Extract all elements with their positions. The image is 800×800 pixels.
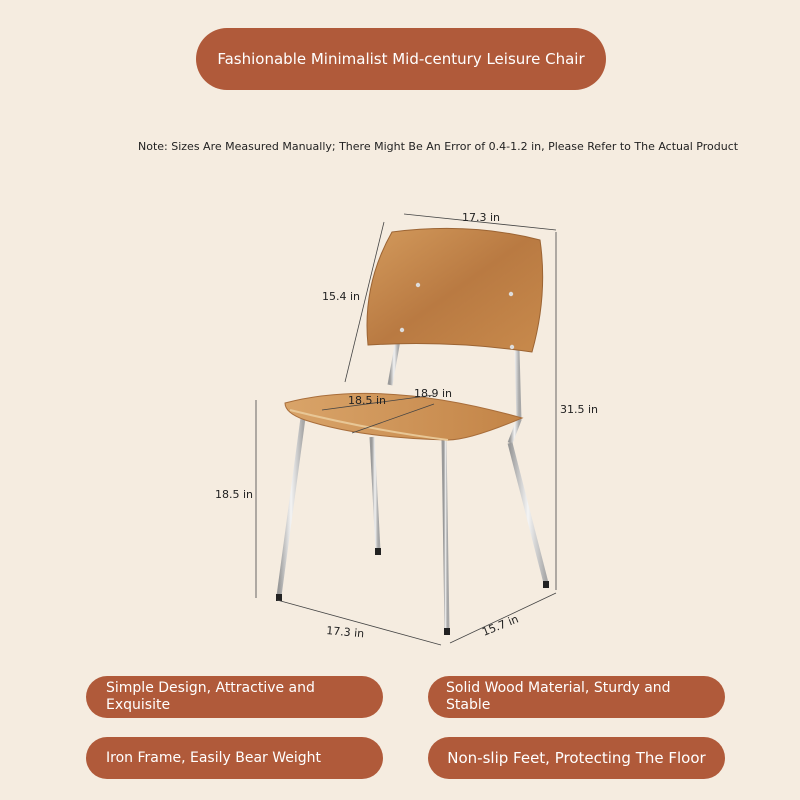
- dim-seat-depth: 18.9 in: [414, 387, 453, 400]
- dim-base-depth: 15.7 in: [480, 612, 521, 639]
- dim-seat-width: 18.5 in: [348, 394, 387, 407]
- feature-frame: [86, 737, 383, 779]
- foot-cap: [276, 594, 282, 601]
- dim-back-height: 15.4 in: [322, 290, 361, 303]
- feature-label: Iron Frame, Easily Bear Weight: [106, 749, 321, 766]
- feature-label: Solid Wood Material, Sturdy and Stable: [446, 680, 671, 713]
- foot-cap: [444, 628, 450, 635]
- feature-feet: [428, 737, 725, 779]
- foot-cap: [543, 581, 549, 588]
- feature-label: Non-slip Feet, Protecting The Floor: [447, 748, 706, 767]
- page-title: Fashionable Minimalist Mid-century Leisure Chair: [217, 50, 585, 68]
- chair-backrest: [367, 228, 543, 352]
- dim-base-width: 17.3 in: [325, 624, 365, 641]
- foot-cap: [375, 548, 381, 555]
- size-note: Note: Sizes Are Measured Manually; There Might Be An Error of 0.4-1.2 in, Please Refer to The Actual Product: [138, 140, 739, 153]
- feature-label: Simple Design, Attractive and Exquisite: [106, 680, 315, 713]
- feature-design: [86, 676, 383, 718]
- dim-total-height: 31.5 in: [560, 403, 599, 416]
- chrome-frame: [276, 340, 549, 635]
- dim-seat-height: 18.5 in: [215, 488, 254, 501]
- dim-back-width: 17.3 in: [462, 211, 501, 224]
- feature-material: [428, 676, 725, 718]
